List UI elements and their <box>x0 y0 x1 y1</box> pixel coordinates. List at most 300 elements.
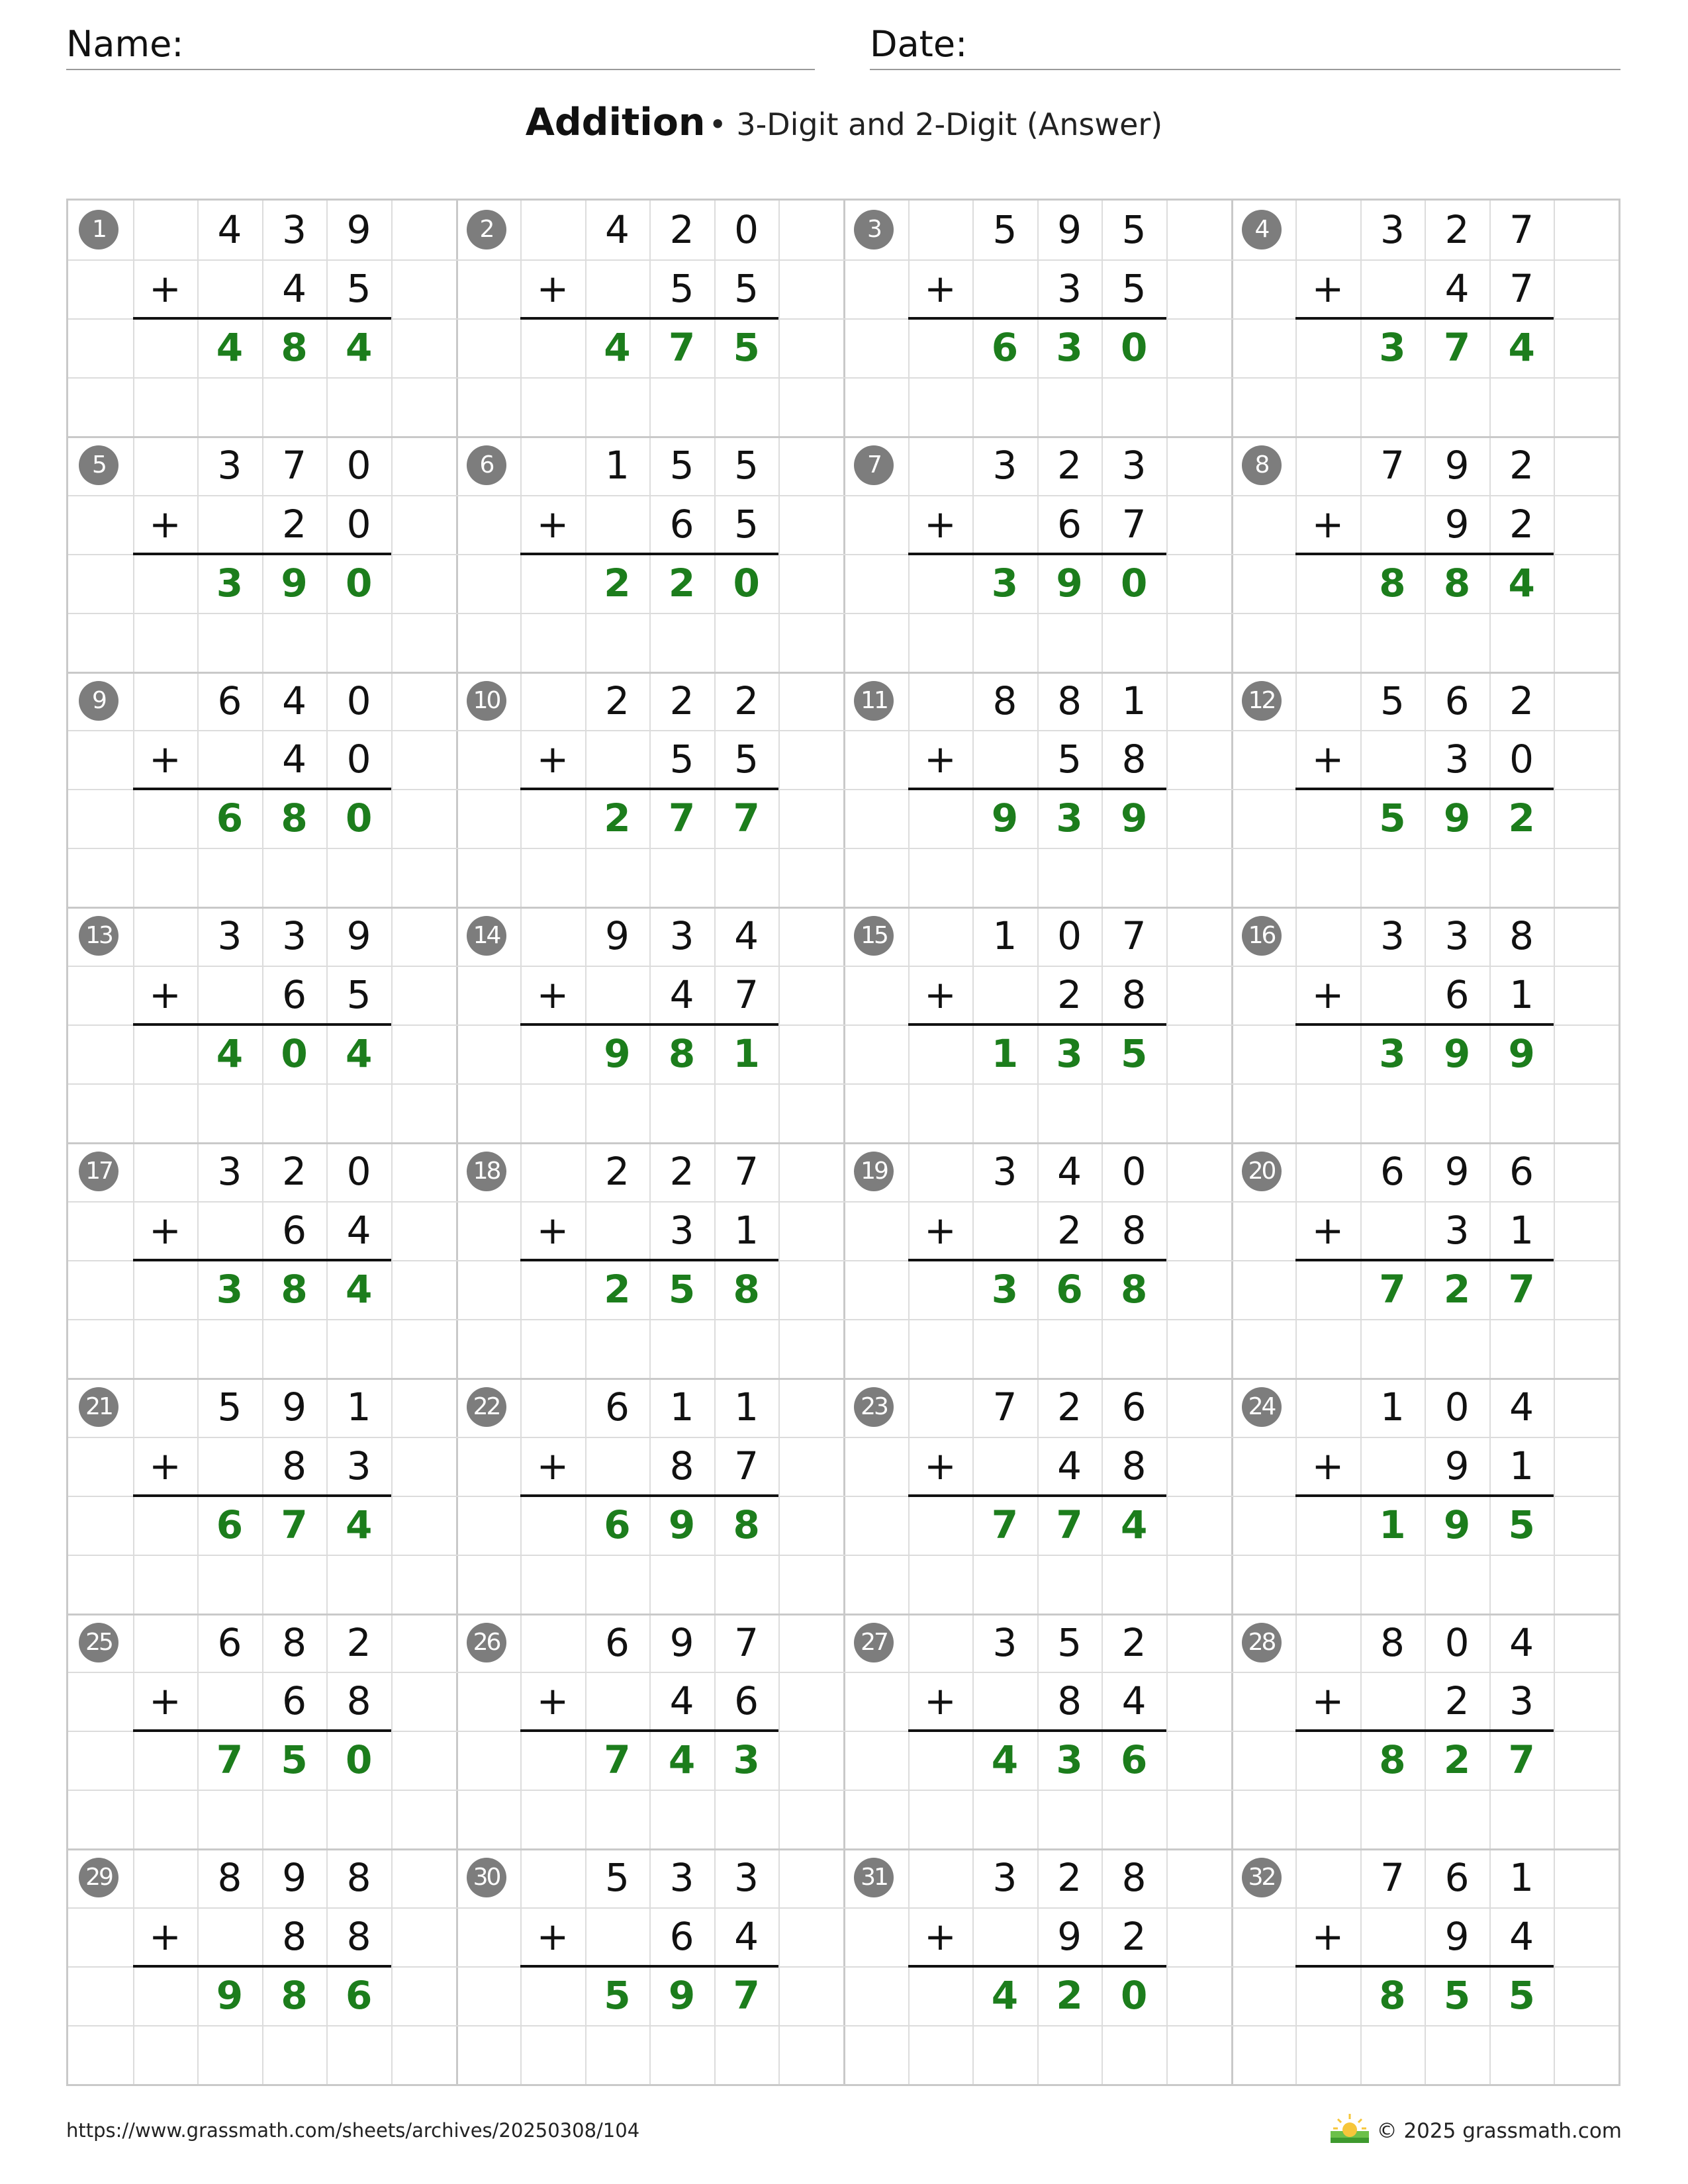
problem-number-badge: 17 <box>79 1152 118 1191</box>
answer-digit: 7 <box>216 1737 244 1783</box>
top-digit: 1 <box>992 913 1017 959</box>
top-digit: 0 <box>734 207 759 252</box>
answer-digit: 8 <box>668 1031 696 1077</box>
top-digit: 3 <box>217 1149 242 1194</box>
problem-number-badge: 29 <box>79 1858 118 1897</box>
plus-sign: + <box>149 265 181 311</box>
top-digit: 3 <box>669 1855 694 1901</box>
top-digit: 0 <box>1444 1619 1470 1665</box>
answer-digit: 8 <box>733 1266 760 1312</box>
top-digit: 2 <box>604 1149 630 1194</box>
problem-5 <box>68 436 457 672</box>
answer-digit: 6 <box>1120 1737 1148 1783</box>
answer-digit: 3 <box>1056 796 1083 841</box>
top-digit: 3 <box>992 1619 1017 1665</box>
answer-digit: 5 <box>668 1266 696 1312</box>
plus-sign: + <box>149 1207 181 1253</box>
top-digit: 6 <box>1509 1149 1534 1194</box>
answer-digit: 4 <box>216 324 244 370</box>
bottom-digit: 6 <box>282 972 306 1018</box>
bottom-digit: 6 <box>669 1914 694 1960</box>
bottom-digit: 4 <box>346 1207 371 1253</box>
top-digit: 2 <box>1057 1384 1082 1430</box>
answer-digit: 9 <box>281 560 308 606</box>
answer-digit: 9 <box>1056 560 1083 606</box>
bottom-digit: 4 <box>1057 1443 1082 1488</box>
bottom-digit: 4 <box>669 972 694 1018</box>
answer-digit: 7 <box>733 1973 760 2019</box>
bottom-digit: 3 <box>346 1443 371 1488</box>
answer-digit: 8 <box>1379 1737 1406 1783</box>
answer-digit: 8 <box>1443 560 1471 606</box>
answer-digit: 4 <box>1120 1502 1148 1547</box>
bottom-digit: 7 <box>734 972 759 1018</box>
answer-digit: 7 <box>1443 324 1471 370</box>
problem-number-badge: 30 <box>467 1858 506 1897</box>
answer-digit: 0 <box>345 1737 373 1783</box>
name-field[interactable] <box>66 25 815 70</box>
bottom-digit: 8 <box>282 1443 306 1488</box>
bottom-digit: 4 <box>734 1914 759 1960</box>
answer-digit: 5 <box>604 1973 631 2019</box>
answer-line <box>908 1729 1166 1732</box>
answer-digit: 2 <box>604 560 631 606</box>
top-digit: 1 <box>346 1384 371 1430</box>
top-digit: 7 <box>992 1384 1017 1430</box>
top-digit: 3 <box>734 1855 759 1901</box>
answer-digit: 4 <box>216 1031 244 1077</box>
answer-line <box>908 1494 1166 1497</box>
top-digit: 2 <box>1444 207 1470 252</box>
plus-sign: + <box>1311 1443 1344 1488</box>
problem-17 <box>68 1142 457 1378</box>
plus-sign: + <box>924 1678 957 1724</box>
plus-sign: + <box>1311 1207 1344 1253</box>
top-digit: 2 <box>1057 1855 1082 1901</box>
plus-sign: + <box>149 737 181 782</box>
problem-number-badge: 19 <box>854 1152 894 1191</box>
answer-digit: 3 <box>1056 1737 1083 1783</box>
bottom-digit: 3 <box>1444 1207 1470 1253</box>
bottom-digit: 2 <box>1121 1914 1147 1960</box>
bottom-digit: 1 <box>1509 1207 1534 1253</box>
problem-12 <box>1231 672 1620 907</box>
top-digit: 6 <box>1121 1384 1147 1430</box>
top-digit: 5 <box>1380 678 1405 723</box>
problem-number-badge: 10 <box>467 681 506 721</box>
answer-line <box>520 317 778 320</box>
answer-digit: 1 <box>991 1031 1019 1077</box>
top-digit: 9 <box>1444 1149 1470 1194</box>
top-digit: 9 <box>1057 207 1082 252</box>
top-digit: 7 <box>1509 207 1534 252</box>
top-digit: 2 <box>282 1149 306 1194</box>
problem-7 <box>843 436 1232 672</box>
answer-digit: 5 <box>1508 1502 1535 1547</box>
plus-sign: + <box>149 1914 181 1960</box>
answer-digit: 3 <box>991 560 1019 606</box>
answer-digit: 2 <box>1443 1737 1471 1783</box>
answer-digit: 7 <box>1379 1266 1406 1312</box>
problem-number-badge: 22 <box>467 1387 506 1427</box>
answer-line <box>520 1729 778 1732</box>
answer-digit: 3 <box>991 1266 1019 1312</box>
bottom-digit: 4 <box>282 265 306 311</box>
problem-number-badge: 7 <box>854 445 894 485</box>
problem-number-badge: 27 <box>854 1623 894 1662</box>
answer-digit: 7 <box>991 1502 1019 1547</box>
plus-sign: + <box>536 1443 569 1488</box>
answer-line <box>908 553 1166 555</box>
answer-digit: 7 <box>1056 1502 1083 1547</box>
top-digit: 8 <box>1380 1619 1405 1665</box>
problem-13 <box>68 907 457 1142</box>
bottom-digit: 6 <box>1444 972 1470 1018</box>
problem-22 <box>456 1378 845 1614</box>
answer-digit: 0 <box>1120 560 1148 606</box>
answer-digit: 4 <box>345 324 373 370</box>
top-digit: 4 <box>1509 1619 1534 1665</box>
bottom-digit: 1 <box>734 1207 759 1253</box>
bottom-digit: 4 <box>1121 1678 1147 1724</box>
answer-digit: 5 <box>1443 1973 1471 2019</box>
plus-sign: + <box>536 972 569 1018</box>
problem-26 <box>456 1614 845 1849</box>
answer-line <box>133 788 391 790</box>
top-digit: 8 <box>1057 678 1082 723</box>
top-digit: 3 <box>1444 913 1470 959</box>
top-digit: 9 <box>346 913 371 959</box>
problem-28 <box>1231 1614 1620 1849</box>
bottom-digit: 5 <box>734 265 759 311</box>
problem-number-badge: 21 <box>79 1387 118 1427</box>
plus-sign: + <box>536 1914 569 1960</box>
bottom-digit: 9 <box>1444 1443 1470 1488</box>
footer-url[interactable]: https://www.grassmath.com/sheets/archives/20250308/104 <box>66 2119 640 2142</box>
top-digit: 1 <box>1380 1384 1405 1430</box>
problem-number-badge: 6 <box>467 445 506 485</box>
top-digit: 4 <box>282 678 306 723</box>
top-digit: 8 <box>217 1855 242 1901</box>
plus-sign: + <box>149 972 181 1018</box>
problem-number-badge: 32 <box>1242 1858 1282 1897</box>
answer-digit: 8 <box>1379 1973 1406 2019</box>
bottom-digit: 9 <box>1444 501 1470 547</box>
answer-digit: 8 <box>281 1973 308 2019</box>
problem-number-badge: 31 <box>854 1858 894 1897</box>
answer-line <box>520 1494 778 1497</box>
bottom-digit: 9 <box>1444 1914 1470 1960</box>
problem-21 <box>68 1378 457 1614</box>
top-digit: 0 <box>1121 1149 1147 1194</box>
answer-digit: 4 <box>668 1737 696 1783</box>
bottom-digit: 5 <box>734 737 759 782</box>
problem-2 <box>456 201 845 436</box>
bottom-digit: 4 <box>1509 1914 1534 1960</box>
top-digit: 4 <box>734 913 759 959</box>
problem-25 <box>68 1614 457 1849</box>
answer-digit: 5 <box>1508 1973 1535 2019</box>
bottom-digit: 5 <box>669 265 694 311</box>
answer-digit: 9 <box>1443 1502 1471 1547</box>
date-field[interactable] <box>870 25 1620 70</box>
grassmath-logo-icon <box>1328 2111 1372 2144</box>
answer-digit: 2 <box>668 560 696 606</box>
top-digit: 2 <box>1057 442 1082 488</box>
bottom-digit: 3 <box>669 1207 694 1253</box>
answer-digit: 4 <box>1508 324 1535 370</box>
bottom-digit: 0 <box>346 737 371 782</box>
bottom-digit: 6 <box>282 1207 306 1253</box>
footer-copyright: © 2025 grassmath.com <box>1376 2119 1622 2143</box>
bottom-digit: 3 <box>1057 265 1082 311</box>
answer-digit: 9 <box>1120 796 1148 841</box>
answer-digit: 6 <box>216 1502 244 1547</box>
answer-digit: 9 <box>1443 796 1471 841</box>
top-digit: 1 <box>604 442 630 488</box>
problem-number-badge: 8 <box>1242 445 1282 485</box>
top-digit: 4 <box>1057 1149 1082 1194</box>
plus-sign: + <box>149 501 181 547</box>
answer-digit: 7 <box>668 324 696 370</box>
plus-sign: + <box>924 1207 957 1253</box>
problem-31 <box>843 1848 1232 2084</box>
top-digit: 5 <box>669 442 694 488</box>
top-digit: 7 <box>734 1149 759 1194</box>
top-digit: 4 <box>1509 1384 1534 1430</box>
problem-15 <box>843 907 1232 1142</box>
plus-sign: + <box>924 972 957 1018</box>
top-digit: 2 <box>346 1619 371 1665</box>
answer-digit: 5 <box>733 324 760 370</box>
answer-line <box>908 1965 1166 1968</box>
problem-number-badge: 28 <box>1242 1623 1282 1662</box>
top-digit: 7 <box>1121 913 1147 959</box>
plus-sign: + <box>149 1678 181 1724</box>
problem-27 <box>843 1614 1232 1849</box>
top-digit: 1 <box>669 1384 694 1430</box>
problem-number-badge: 5 <box>79 445 118 485</box>
answer-line <box>1295 317 1554 320</box>
answer-digit: 3 <box>216 560 244 606</box>
top-digit: 6 <box>604 1619 630 1665</box>
problem-number-badge: 11 <box>854 681 894 721</box>
bottom-digit: 8 <box>669 1443 694 1488</box>
answer-line <box>908 1259 1166 1261</box>
answer-digit: 0 <box>345 796 373 841</box>
top-digit: 2 <box>734 678 759 723</box>
top-digit: 2 <box>669 207 694 252</box>
answer-digit: 0 <box>1120 1973 1148 2019</box>
top-digit: 2 <box>1509 678 1534 723</box>
bottom-digit: 4 <box>282 737 306 782</box>
problem-19 <box>843 1142 1232 1378</box>
top-digit: 0 <box>1057 913 1082 959</box>
top-digit: 3 <box>217 913 242 959</box>
plus-sign: + <box>1311 1914 1344 1960</box>
answer-digit: 3 <box>1056 324 1083 370</box>
answer-digit: 0 <box>1120 324 1148 370</box>
answer-digit: 6 <box>1056 1266 1083 1312</box>
bottom-digit: 8 <box>282 1914 306 1960</box>
top-digit: 2 <box>604 678 630 723</box>
top-digit: 0 <box>346 442 371 488</box>
answer-line <box>520 788 778 790</box>
plus-sign: + <box>536 265 569 311</box>
top-digit: 8 <box>346 1855 371 1901</box>
top-digit: 0 <box>346 1149 371 1194</box>
name-label: Name: <box>66 23 184 65</box>
top-digit: 3 <box>282 207 306 252</box>
problem-23 <box>843 1378 1232 1614</box>
answer-digit: 4 <box>991 1973 1019 2019</box>
problem-32 <box>1231 1848 1620 2084</box>
answer-line <box>520 1023 778 1026</box>
bottom-digit: 4 <box>669 1678 694 1724</box>
bottom-digit: 8 <box>1121 1207 1147 1253</box>
answer-line <box>908 1023 1166 1026</box>
plus-sign: + <box>536 501 569 547</box>
bottom-digit: 8 <box>1121 737 1147 782</box>
answer-digit: 1 <box>733 1031 760 1077</box>
problem-11 <box>843 672 1232 907</box>
top-digit: 1 <box>1121 678 1147 723</box>
problem-number-badge: 15 <box>854 916 894 956</box>
problem-number-badge: 1 <box>79 210 118 250</box>
problem-number-badge: 9 <box>79 681 118 721</box>
answer-digit: 8 <box>1379 560 1406 606</box>
problem-8 <box>1231 436 1620 672</box>
title-main: Addition <box>525 101 706 144</box>
top-digit: 1 <box>1509 1855 1534 1901</box>
bottom-digit: 0 <box>1509 737 1534 782</box>
bottom-digit: 2 <box>1057 1207 1082 1253</box>
problem-number-badge: 24 <box>1242 1387 1282 1427</box>
plus-sign: + <box>1311 501 1344 547</box>
bottom-digit: 5 <box>1057 737 1082 782</box>
plus-sign: + <box>1311 737 1344 782</box>
answer-digit: 3 <box>1056 1031 1083 1077</box>
answer-digit: 2 <box>1056 1973 1083 2019</box>
bottom-digit: 4 <box>1444 265 1470 311</box>
answer-digit: 3 <box>216 1266 244 1312</box>
top-digit: 3 <box>992 1855 1017 1901</box>
top-digit: 7 <box>734 1619 759 1665</box>
bottom-digit: 2 <box>282 501 306 547</box>
answer-digit: 2 <box>604 796 631 841</box>
bottom-digit: 9 <box>1057 1914 1082 1960</box>
plus-sign: + <box>924 265 957 311</box>
answer-digit: 3 <box>1379 324 1406 370</box>
answer-digit: 8 <box>733 1502 760 1547</box>
answer-digit: 5 <box>1120 1031 1148 1077</box>
top-digit: 2 <box>1509 442 1534 488</box>
answer-digit: 7 <box>1508 1737 1535 1783</box>
answer-digit: 0 <box>345 560 373 606</box>
top-digit: 3 <box>669 913 694 959</box>
top-digit: 0 <box>1444 1384 1470 1430</box>
answer-digit: 9 <box>668 1973 696 2019</box>
bottom-digit: 8 <box>346 1678 371 1724</box>
answer-digit: 3 <box>733 1737 760 1783</box>
top-digit: 6 <box>217 678 242 723</box>
bottom-digit: 1 <box>1509 972 1534 1018</box>
answer-line <box>1295 1023 1554 1026</box>
problem-number-badge: 4 <box>1242 210 1282 250</box>
top-digit: 6 <box>604 1384 630 1430</box>
top-digit: 1 <box>734 1384 759 1430</box>
answer-digit: 4 <box>604 324 631 370</box>
answer-digit: 8 <box>281 1266 308 1312</box>
bottom-digit: 8 <box>1057 1678 1082 1724</box>
problem-9 <box>68 672 457 907</box>
answer-line <box>133 1494 391 1497</box>
problem-number-badge: 20 <box>1242 1152 1282 1191</box>
answer-digit: 9 <box>668 1502 696 1547</box>
problem-number-badge: 2 <box>467 210 506 250</box>
top-digit: 6 <box>1380 1149 1405 1194</box>
bottom-digit: 7 <box>734 1443 759 1488</box>
answer-line <box>908 317 1166 320</box>
answer-line <box>520 1965 778 1968</box>
answer-line <box>133 1965 391 1968</box>
bottom-digit: 7 <box>1509 265 1534 311</box>
top-digit: 3 <box>992 442 1017 488</box>
bottom-digit: 7 <box>1121 501 1147 547</box>
top-digit: 8 <box>992 678 1017 723</box>
top-digit: 9 <box>604 913 630 959</box>
top-digit: 9 <box>282 1384 306 1430</box>
top-digit: 5 <box>992 207 1017 252</box>
problem-30 <box>456 1848 845 2084</box>
bottom-digit: 5 <box>346 265 371 311</box>
top-digit: 6 <box>1444 1855 1470 1901</box>
answer-digit: 9 <box>991 796 1019 841</box>
problem-18 <box>456 1142 845 1378</box>
bottom-digit: 6 <box>282 1678 306 1724</box>
plus-sign: + <box>536 737 569 782</box>
top-digit: 7 <box>1380 442 1405 488</box>
answer-digit: 6 <box>991 324 1019 370</box>
answer-digit: 0 <box>281 1031 308 1077</box>
answer-line <box>520 1259 778 1261</box>
answer-digit: 8 <box>281 324 308 370</box>
top-digit: 6 <box>1444 678 1470 723</box>
date-label: Date: <box>870 23 968 65</box>
bottom-digit: 6 <box>1057 501 1082 547</box>
top-digit: 6 <box>217 1619 242 1665</box>
answer-line <box>1295 553 1554 555</box>
answer-line <box>1295 1259 1554 1261</box>
answer-line <box>133 1729 391 1732</box>
answer-digit: 6 <box>604 1502 631 1547</box>
plus-sign: + <box>1311 265 1344 311</box>
problem-4 <box>1231 201 1620 436</box>
bottom-digit: 6 <box>734 1678 759 1724</box>
answer-line <box>1295 1729 1554 1732</box>
answer-digit: 4 <box>991 1737 1019 1783</box>
answer-line <box>908 788 1166 790</box>
worksheet-title <box>0 101 1688 144</box>
problem-10 <box>456 672 845 907</box>
top-digit: 7 <box>1380 1855 1405 1901</box>
answer-digit: 2 <box>1443 1266 1471 1312</box>
bottom-digit: 5 <box>734 501 759 547</box>
answer-digit: 4 <box>345 1502 373 1547</box>
top-digit: 3 <box>1121 442 1147 488</box>
answer-digit: 5 <box>281 1737 308 1783</box>
plus-sign: + <box>1311 1678 1344 1724</box>
